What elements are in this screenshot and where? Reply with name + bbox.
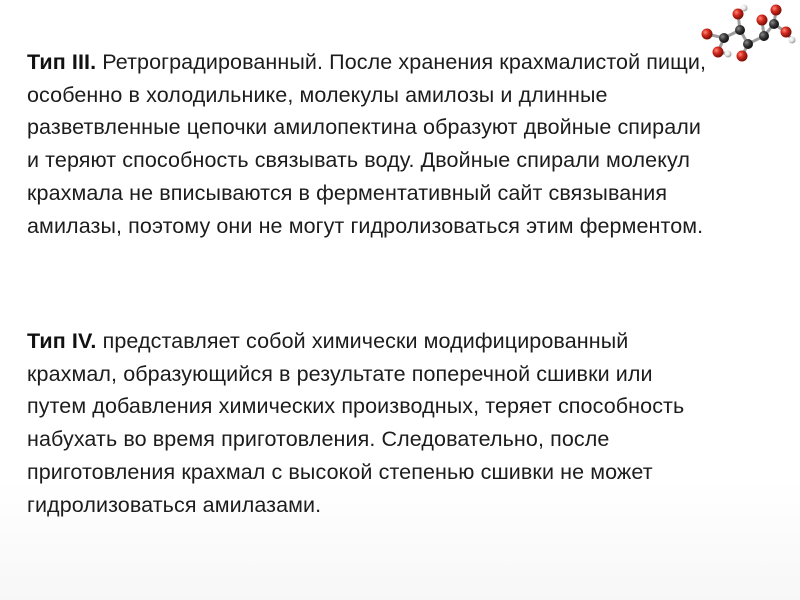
paragraph-type-iv — [27, 325, 717, 521]
paragraph-label: Тип III. — [27, 50, 97, 74]
paragraph-type-iii — [27, 46, 717, 242]
paragraph-text: представляет собой химически модифицированный крахмал, образующийся в результате поперечной сшивки или путем добавления химических производных, теряет способность набухать во время приготовления. Следовательно, после приготовления крахмал с высокой степенью сшивки не может гидролизоваться амилазами. — [27, 329, 685, 517]
paragraph-label: Тип IV. — [27, 329, 97, 353]
paragraph-text: Ретроградированный. После хранения крахмалистой пищи, особенно в холодильнике, молекулы амилозы и длинные разветвленные цепочки амилопектина образуют двойные спирали и теряют способность связывать воду. Двойные спирали молекул крахмала не вписываются в ферментативный сайт связывания амилазы, поэтому они не могут гидролизоваться этим ферментом. — [27, 50, 707, 238]
